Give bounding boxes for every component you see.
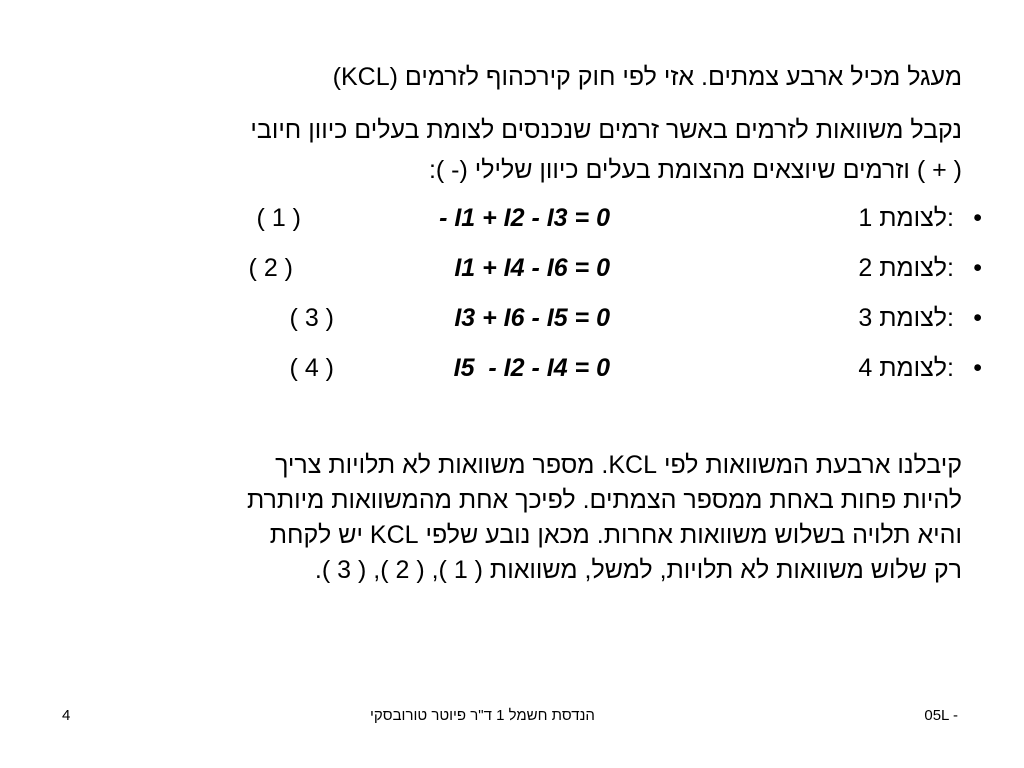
intro-line-2: נקבל משוואות לזרמים באשר זרמים שנכנסים לצומת בעלים כיוון חיובי bbox=[250, 116, 962, 144]
intro-line-1: מעגל מכיל ארבע צמתים. אזי לפי חוק קירכהוף לזרמים (KCL) bbox=[332, 63, 962, 91]
bullet-icon: • bbox=[973, 304, 982, 332]
intro-line-3: ( + ) וזרמים שיוצאים מהצומת בעלים כיוון שלילי (- ): bbox=[428, 156, 962, 184]
equation-number: ( 3 ) bbox=[289, 304, 334, 332]
course-title: הנדסת חשמל 1 ד"ר פיוטר טורובסקי bbox=[370, 707, 595, 724]
conclusion-line-3: והיא תלויה בשלוש משוואות אחרות. מכאן נובע שלפי KCL יש לקחת bbox=[269, 521, 962, 549]
node-label: לצומת 4: bbox=[858, 354, 954, 382]
kcl-equation: I3 + I6 - I5 = 0 bbox=[454, 304, 610, 332]
equation-number: ( 2 ) bbox=[248, 254, 293, 282]
conclusion-paragraph bbox=[52, 448, 962, 588]
page-number: 4 bbox=[62, 707, 71, 724]
conclusion-line-4: רק שלוש משוואות לא תלויות, למשל, משוואות ( 1 ), ( 2 ), ( 3 ). bbox=[314, 556, 962, 584]
kcl-equation: I5 - I2 - I4 = 0 bbox=[453, 354, 610, 382]
conclusion-line-1: קיבלנו ארבעת המשוואות לפי KCL. מספר משוואות לא תלויות צריך bbox=[275, 451, 962, 479]
bullet-icon: • bbox=[973, 254, 982, 282]
node-label: לצומת 1: bbox=[858, 204, 954, 232]
course-code: 05L - bbox=[924, 707, 958, 724]
bullet-icon: • bbox=[973, 354, 982, 382]
node-label: לצומת 2: bbox=[858, 254, 954, 282]
equation-number: ( 1 ) bbox=[256, 204, 301, 232]
kcl-equation: - I1 + I2 - I3 = 0 bbox=[439, 204, 610, 232]
conclusion-line-2: להיות פחות באחת ממספר הצמתים. לפיכך אחת מהמשוואות מיותרת bbox=[246, 486, 962, 514]
equation-number: ( 4 ) bbox=[289, 354, 334, 382]
node-label: לצומת 3: bbox=[858, 304, 954, 332]
bullet-icon: • bbox=[973, 204, 982, 232]
kcl-equation: I1 + I4 - I6 = 0 bbox=[454, 254, 610, 282]
